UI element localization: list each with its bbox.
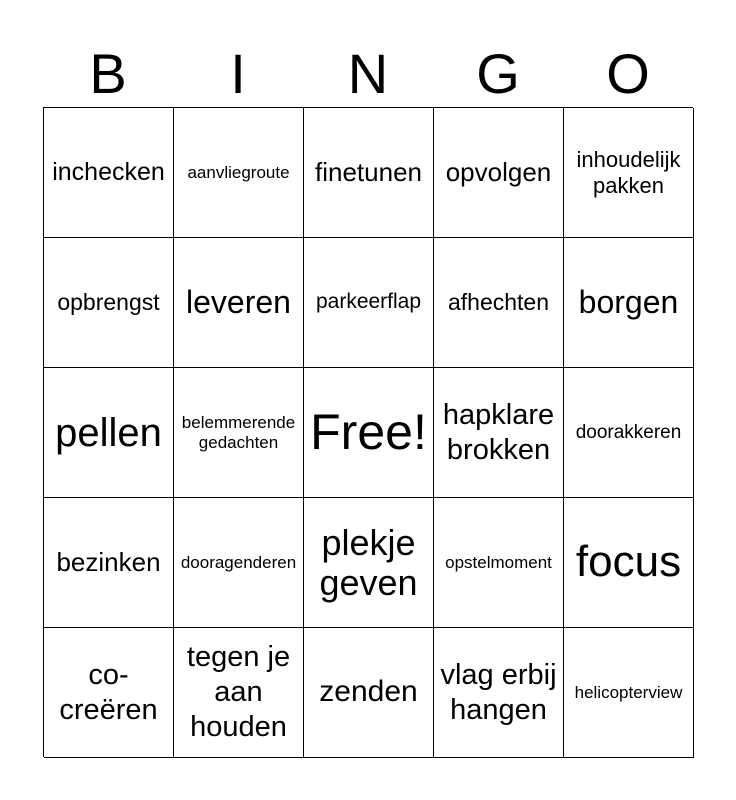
bingo-cell[interactable]: afhechten [434, 238, 564, 368]
bingo-cell[interactable]: hapklare brokken [434, 368, 564, 498]
bingo-cell[interactable]: leveren [174, 238, 304, 368]
bingo-cell[interactable]: doorakkeren [564, 368, 694, 498]
header-letter-g: G [476, 42, 520, 105]
bingo-header [43, 40, 693, 108]
bingo-cell[interactable]: zenden [304, 628, 434, 758]
bingo-cell[interactable]: borgen [564, 238, 694, 368]
header-letter-n: N [347, 42, 389, 105]
bingo-cell[interactable]: aanvliegroute [174, 108, 304, 238]
bingo-cell[interactable]: tegen je aan houden [174, 628, 304, 758]
bingo-cell[interactable]: opbrengst [44, 238, 174, 368]
bingo-cell[interactable]: finetunen [304, 108, 434, 238]
bingo-cell[interactable]: focus [564, 498, 694, 628]
bingo-cell[interactable]: vlag erbij hangen [434, 628, 564, 758]
bingo-cell[interactable]: plekje geven [304, 498, 434, 628]
header-letter-b: B [89, 42, 127, 105]
bingo-cell[interactable]: parkeerflap [304, 238, 434, 368]
header-letter-o: O [606, 42, 650, 105]
free-space-cell[interactable]: Free! [304, 368, 434, 498]
bingo-cell[interactable]: belemmerende gedachten [174, 368, 304, 498]
bingo-cell[interactable]: co-creëren [44, 628, 174, 758]
bingo-cell[interactable]: opstelmoment [434, 498, 564, 628]
bingo-card-grid [43, 107, 693, 757]
bingo-cell[interactable]: helicopterview [564, 628, 694, 758]
header-letter-i: I [230, 42, 246, 105]
bingo-cell[interactable]: bezinken [44, 498, 174, 628]
bingo-cell[interactable]: opvolgen [434, 108, 564, 238]
bingo-cell[interactable]: dooragenderen [174, 498, 304, 628]
bingo-cell[interactable]: inchecken [44, 108, 174, 238]
bingo-cell[interactable]: pellen [44, 368, 174, 498]
bingo-cell[interactable]: inhoudelijk pakken [564, 108, 694, 238]
